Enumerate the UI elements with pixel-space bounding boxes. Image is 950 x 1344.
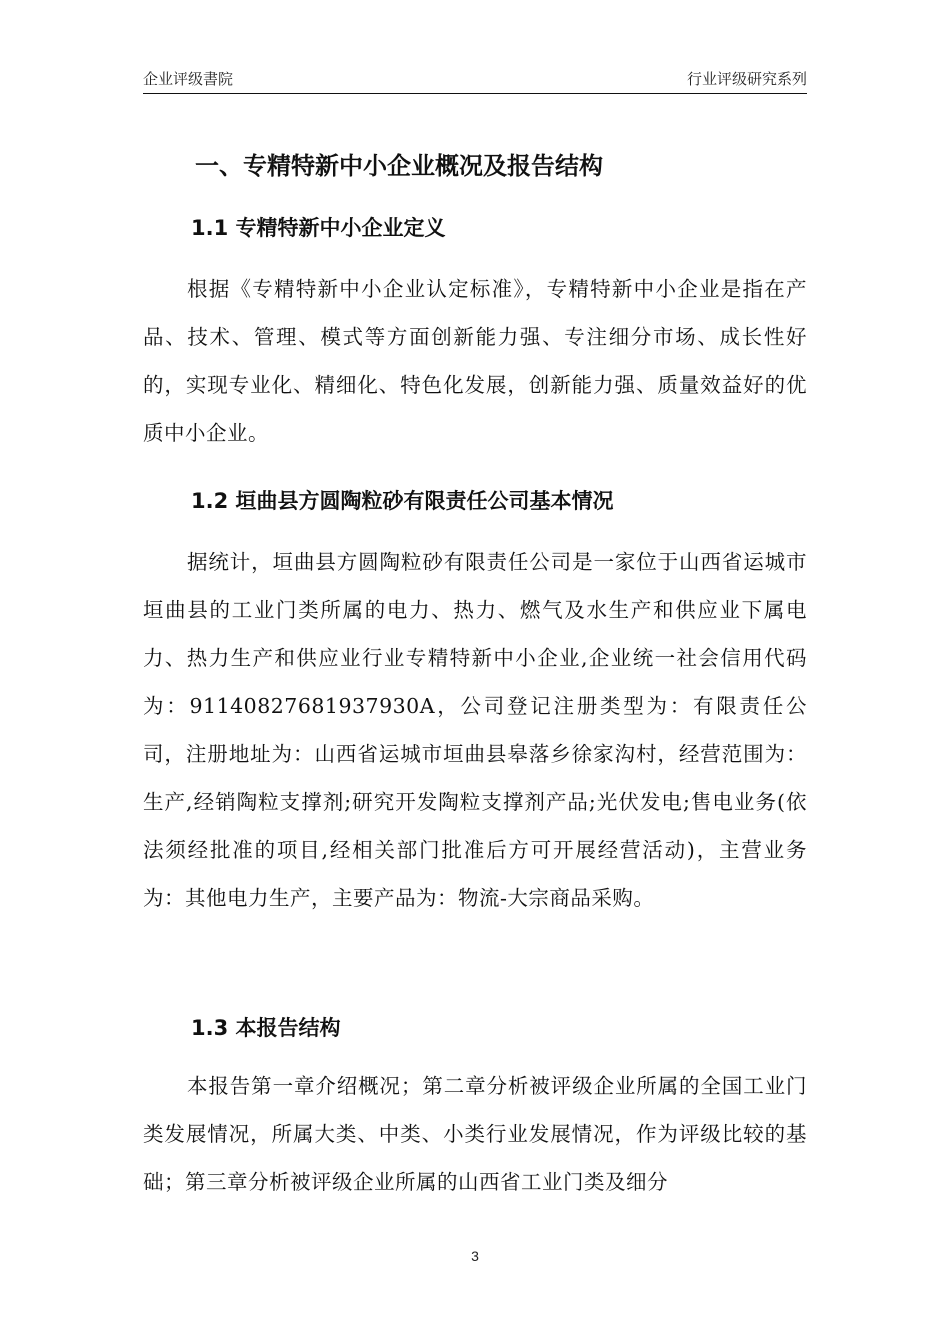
- chapter-heading: 一、专精特新中小企业概况及报告结构: [195, 152, 603, 180]
- section-1-1-title: 1.1 专精特新中小企业定义: [191, 216, 446, 240]
- header-left-text: 企业评级書院: [143, 71, 234, 88]
- header-divider: [143, 93, 807, 94]
- section-1-1-paragraph: 根据《专精特新中小企业认定标准》，专精特新中小企业是指在产品、技术、管理、模式等方面创新能力强、专注细分市场、成长性好的，实现专业化、精细化、特色化发展，创新能力强、质量效益好的优质中小企业。: [143, 277, 807, 445]
- section-1-3-title: 1.3 本报告结构: [191, 1016, 341, 1040]
- header-right-text: 行业评级研究系列: [686, 71, 807, 88]
- section-1-3-paragraph: 本报告第一章介绍概况；第二章分析被评级企业所属的全国工业门类发展情况，所属大类、中类、小类行业发展情况，作为评级比较的基础；第三章分析被评级企业所属的山西省工业门类及细分: [143, 1074, 807, 1194]
- page-number: 3: [471, 1248, 479, 1264]
- section-1-2-title: 1.2 垣曲县方圆陶粒砂有限责任公司基本情况: [191, 489, 614, 513]
- section-1-2-paragraph: 据统计，垣曲县方圆陶粒砂有限责任公司是一家位于山西省运城市垣曲县的工业门类所属的电力、热力、燃气及水生产和供应业下属电力、热力生产和供应业行业专精特新中小企业,企业统一社会信用代码为：91140827681937930A，公司登记注册类型为：有限责任公司，注册地址为：山西省运城市垣曲县皋落乡徐家沟村，经营范围为：生产,经销陶粒支撑剂;研究开发陶粒支撑剂产品;光伏发电;售电业务(依法须经批准的项目,经相关部门批准后方可开展经营活动)，主营业务为：其他电力生产，主要产品为：物流-大宗商品采购。: [143, 550, 807, 910]
